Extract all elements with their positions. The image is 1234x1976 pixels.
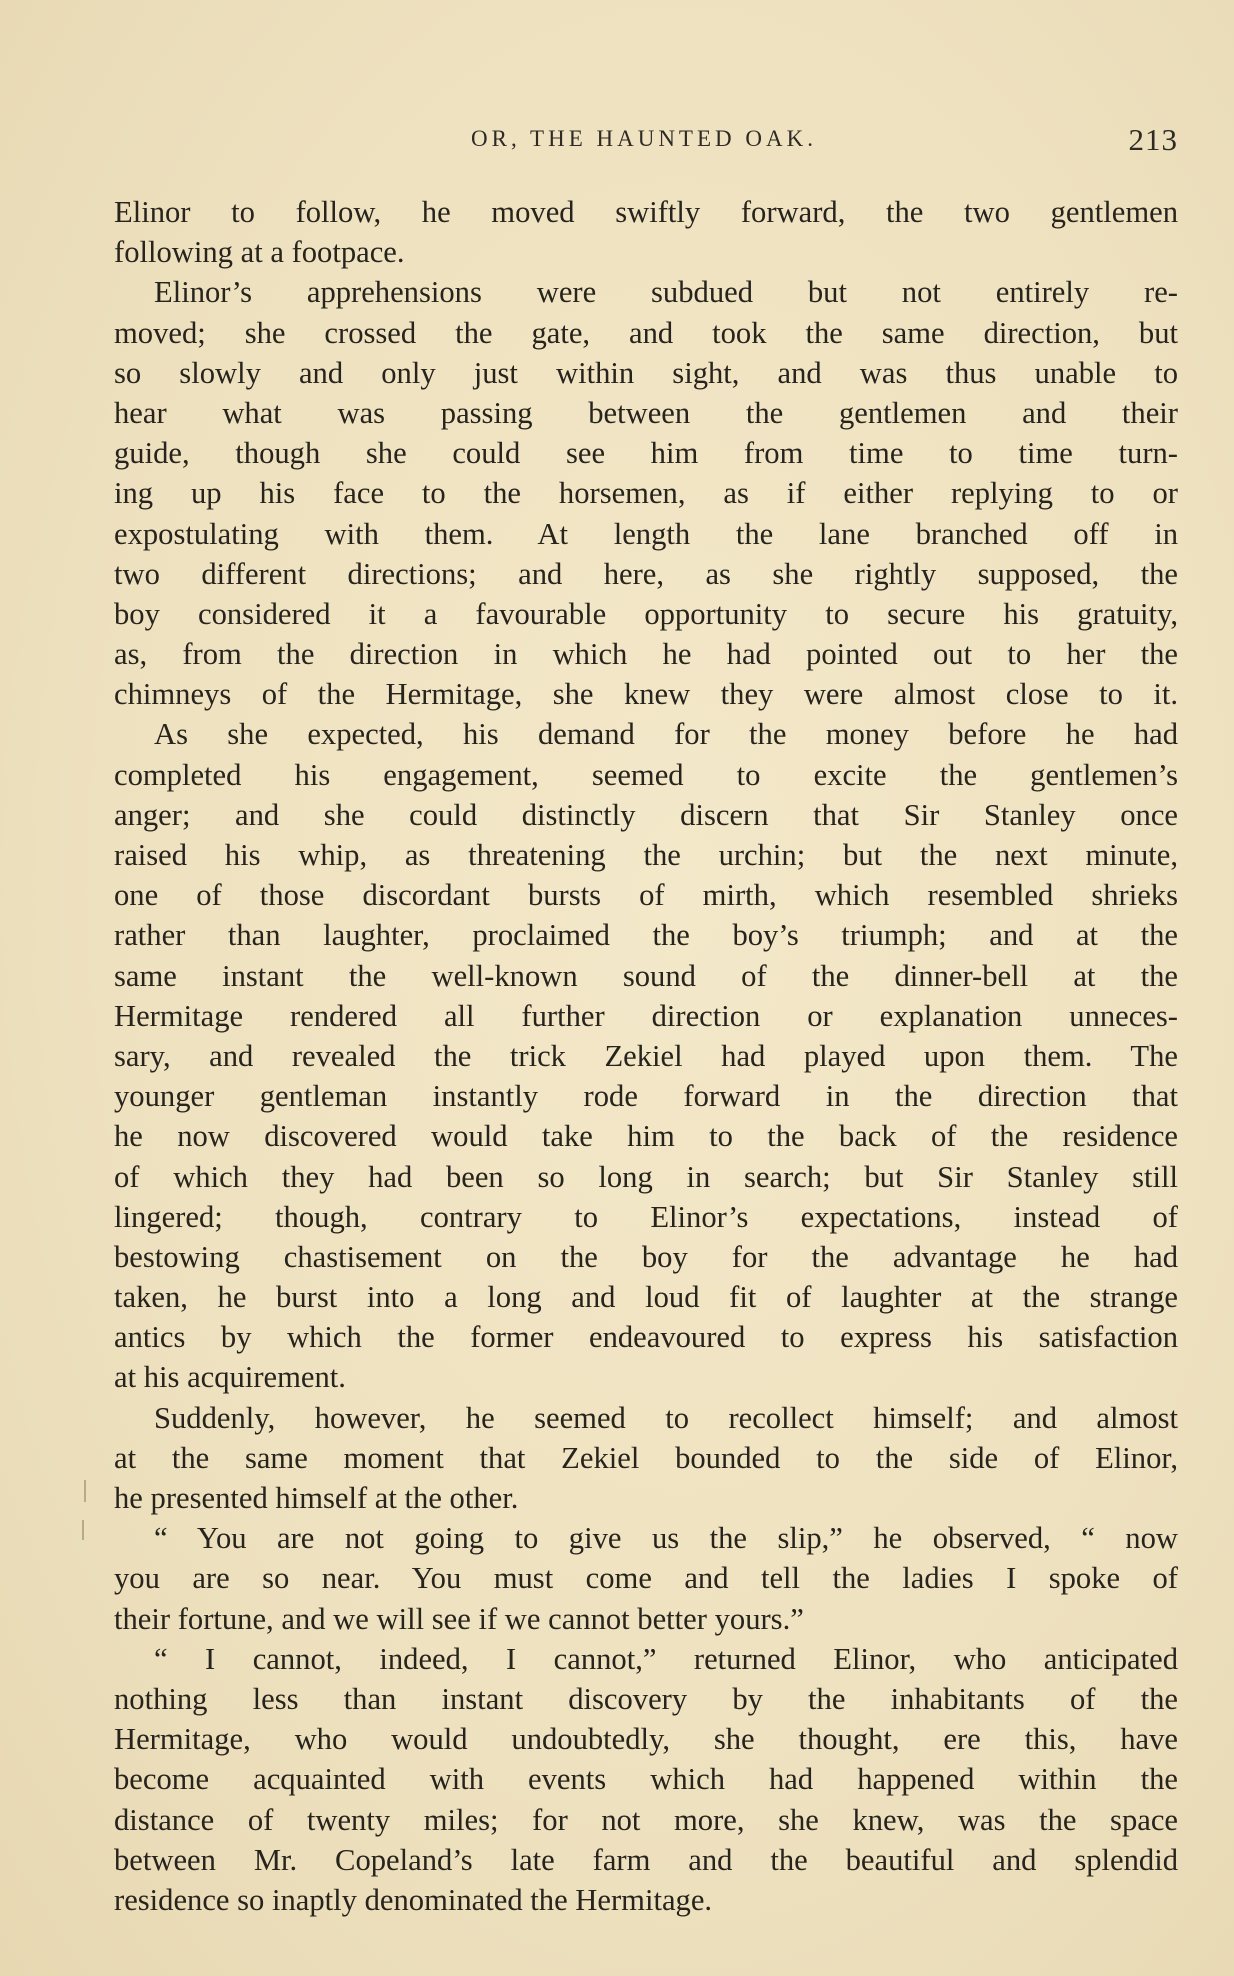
text-line: following at a footpace.: [114, 235, 405, 270]
text-line: their fortune, and we will see if we cannot better yours.”: [114, 1601, 804, 1636]
text-line: expostulating with them. At length the lane branched off in: [114, 516, 1178, 551]
text-line: nothing less than instant discovery by the inhabitants of the: [114, 1681, 1178, 1716]
text-line: sary, and revealed the trick Zekiel had played upon them. The: [114, 1038, 1178, 1073]
text-line: raised his whip, as threatening the urchin; but the next minute,: [114, 838, 1178, 872]
text-line: boy considered it a favourable opportunity to secure his gratuity,: [114, 596, 1178, 631]
text-line: two different directions; and here, as she rightly supposed, the: [114, 556, 1178, 591]
text-line: hear what was passing between the gentlemen and their: [114, 395, 1178, 430]
text-line: antics by which the former endeavoured to express his satisfaction: [114, 1320, 1178, 1355]
text-line: completed his engagement, seemed to excite the gentlemen’s: [114, 757, 1178, 792]
text-line: Elinor’s apprehensions were subdued but not entirely re-: [154, 275, 1178, 310]
text-line: Suddenly, however, he seemed to recollect himself; and almost: [154, 1400, 1178, 1435]
text-line: same instant the well-known sound of the dinner-bell at the: [114, 958, 1178, 993]
text-line: taken, he burst into a long and loud fit of laughter at the strange: [114, 1280, 1178, 1315]
text-line: As she expected, his demand for the money before he had: [154, 717, 1178, 752]
text-line: anger; and she could distinctly discern that Sir Stanley once: [114, 797, 1178, 832]
text-line: chimneys of the Hermitage, she knew they were almost close to it.: [114, 677, 1178, 712]
text-line: as, from the direction in which he had pointed out to her the: [114, 637, 1178, 672]
text-line: lingered; though, contrary to Elinor’s expectations, instead of: [114, 1199, 1178, 1234]
text-line: he presented himself at the other.: [114, 1481, 519, 1515]
text-line: distance of twenty miles; for not more, she knew, was the space: [114, 1802, 1178, 1837]
text-line: so slowly and only just within sight, and was thus unable to: [114, 355, 1178, 390]
running-head: [110, 122, 1178, 162]
text-line: bestowing chastisement on the boy for the advantage he had: [114, 1239, 1178, 1274]
text-line: you are so near. You must come and tell the ladies I spoke of: [114, 1561, 1178, 1596]
margin-mark: [82, 1520, 84, 1540]
text-line: Hermitage, who would undoubtedly, she thought, ere this, have: [114, 1722, 1178, 1757]
text-line: younger gentleman instantly rode forward in the direction that: [114, 1079, 1178, 1114]
text-line: “ You are not going to give us the slip,” he observed, “ now: [154, 1521, 1178, 1556]
running-title: OR, THE HAUNTED OAK.: [471, 126, 817, 151]
text-line: one of those discordant bursts of mirth, which resembled shrieks: [114, 878, 1178, 913]
text-line: between Mr. Copeland’s late farm and the beautiful and splendid: [114, 1842, 1178, 1877]
text-line: guide, though she could see him from time to time turn-: [114, 436, 1178, 471]
text-line: of which they had been so long in search; but Sir Stanley still: [114, 1159, 1178, 1194]
margin-mark: [84, 1480, 86, 1502]
text-line: ing up his face to the horsemen, as if either replying to or: [114, 476, 1178, 511]
text-line: residence so inaptly denominated the Hermitage.: [114, 1882, 713, 1917]
text-line: he now discovered would take him to the back of the residence: [114, 1119, 1178, 1154]
text-line: Elinor to follow, he moved swiftly forward, the two gentlemen: [114, 195, 1178, 229]
text-line: rather than laughter, proclaimed the boy’s triumph; and at the: [114, 918, 1178, 953]
text-line: become acquainted with events which had happened within the: [114, 1762, 1178, 1797]
text-line: at his acquirement.: [114, 1360, 346, 1395]
page-number: 213: [1128, 122, 1178, 157]
body-text: [114, 192, 1178, 1920]
text-line: moved; she crossed the gate, and took the same direction, but: [114, 315, 1178, 350]
text-line: “ I cannot, indeed, I cannot,” returned Elinor, who anticipated: [154, 1641, 1178, 1676]
text-line: Hermitage rendered all further direction or explanation unneces-: [114, 998, 1178, 1033]
text-line: at the same moment that Zekiel bounded to the side of Elinor,: [114, 1440, 1178, 1475]
